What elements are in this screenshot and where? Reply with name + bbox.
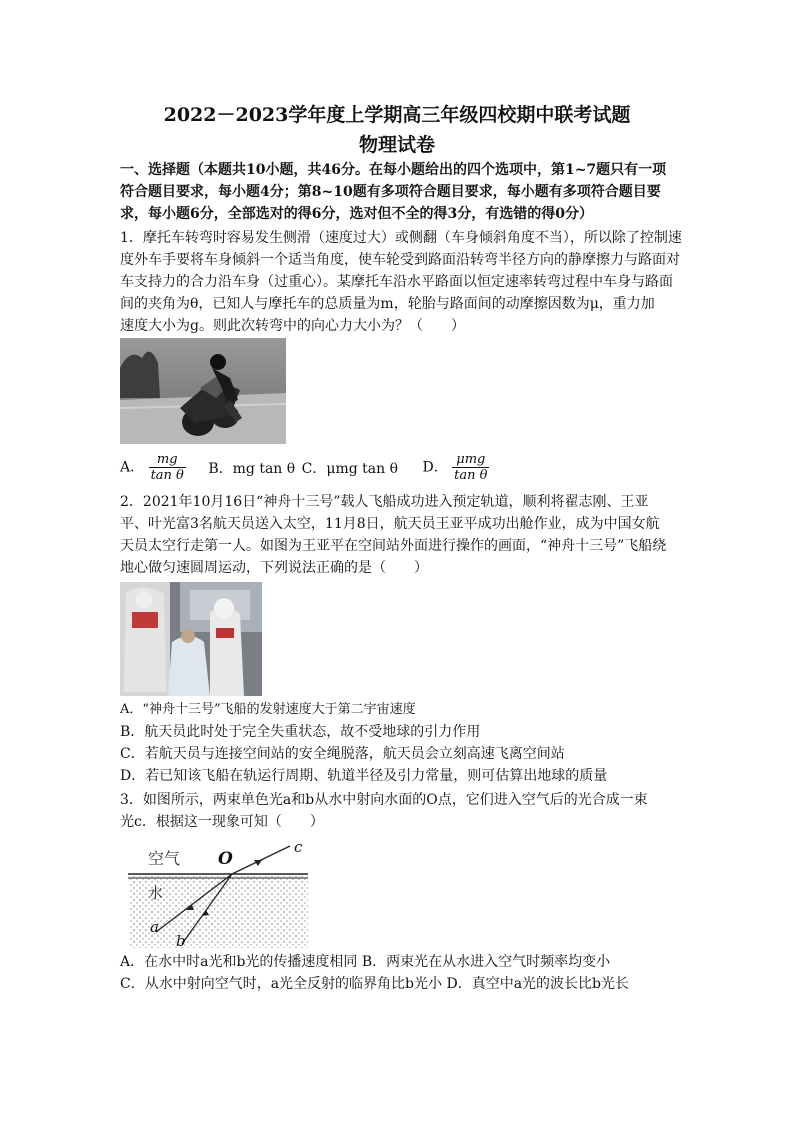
q1-option-b: B．mg tan θ — [208, 460, 296, 477]
section-instruction-line: 符合题目要求，每小题4分；第8~10题有多项符合题目要求，每小题有多项符合题目要 — [120, 184, 661, 200]
q1-option-d-label: D． — [422, 459, 448, 476]
q1-text-line: 车支持力的合力沿车身（过重心）。某摩托车沿水平路面以恒定速率转弯过程中车身与路面 — [120, 274, 673, 290]
exam-subtitle: 物理试卷 — [358, 134, 435, 156]
q1-text-line: 速度大小为g。则此次转弯中的向心力大小为？（ ） — [120, 318, 465, 334]
q1-option-d-fraction — [452, 452, 489, 483]
q1-text-line: 1．摩托车转弯时容易发生侧滑（速度过大）或侧翻（车身倾斜角度不当），所以除了控制速 — [120, 230, 682, 246]
q2-option-c: C．若航天员与连接空间站的安全绳脱落，航天员会立刻高速飞离空间站 — [120, 746, 565, 762]
q1-options — [120, 452, 489, 483]
q1-option-a-numerator: mg — [149, 452, 186, 468]
q2-option-a: A．“神舟十三号”飞船的发射速度大于第二宇宙速度 — [120, 702, 416, 717]
q2-text-line: 平、叶光富3名航天员送入太空，11月8日，航天员王亚平成功出舱作业，成为中国女航 — [120, 516, 660, 532]
q1-text-line: 间的夹角为θ，已知人与摩托车的总质量为m，轮胎与路面间的动摩擦因数为μ，重力加 — [120, 296, 655, 312]
q1-option-a-fraction — [149, 452, 186, 483]
q3-text-line: 3．如图所示，两束单色光a和b从水中射向水面的O点，它们进入空气后的光合成一束 — [120, 792, 648, 808]
section-instruction-line: 求，每小题6分，全部选对的得6分，选对但不全的得3分，有选错的得0分） — [120, 206, 593, 222]
q1-option-d-numerator: μmg — [452, 452, 489, 468]
q1-option-d-denominator: tan θ — [454, 468, 488, 483]
q2-option-b: B．航天员此时处于完全失重状态，故不受地球的引力作用 — [120, 724, 481, 740]
water-label: 水 — [148, 884, 164, 902]
q1-option-c: C．μmg tan θ — [301, 460, 399, 477]
astronaut-photo — [120, 582, 262, 696]
q3-options-line: A．在水中时a光和b光的传播速度相同 B．两束光在从水进入空气时频率均变小 — [120, 954, 611, 970]
q1-text-line: 度外车手要将车身倾斜一个适当角度，使车轮受到路面沿转弯半径方向的静摩擦力与路面对 — [120, 252, 680, 268]
q2-text-line: 天员太空行走第一人。如图为王亚平在空间站外面进行操作的画面，“神舟十三号”飞船绕 — [120, 538, 667, 554]
q3-options-line: C．从水中射向空气时，a光全反射的临界角比b光小 D．真空中a光的波长比b光长 — [120, 976, 630, 992]
q2-text-line: 地心做匀速圆周运动，下列说法正确的是（ ） — [120, 560, 428, 576]
exam-title: 2022－2023学年度上学期高三年级四校期中联考试题 — [163, 104, 631, 126]
q2-option-d: D．若已知该飞船在轨运行周期、轨道半径及引力常量，则可估算出地球的质量 — [120, 768, 608, 784]
point-o-label: O — [218, 849, 233, 869]
q1-option-a — [120, 452, 186, 483]
ray-c-label: c — [294, 838, 303, 856]
refraction-diagram — [120, 838, 310, 950]
q3-text-line: 光c．根据这一现象可知（ ） — [120, 814, 324, 830]
q1-option-d — [422, 452, 489, 483]
q1-option-a-denominator: tan θ — [150, 468, 184, 483]
motorcycle-photo — [120, 338, 286, 444]
ray-b-label: b — [176, 932, 186, 950]
q2-text-line: 2．2021年10月16日“神舟十三号”载人飞船成功进入预定轨道，顺利将翟志刚、王亚 — [120, 494, 649, 510]
section-instruction-line: 一、选择题（本题共10小题，共46分。在每小题给出的四个选项中，第1~7题只有一项 — [120, 162, 667, 178]
refraction-svg — [120, 838, 310, 950]
q1-option-a-label: A． — [120, 459, 145, 476]
air-label: 空气 — [148, 849, 181, 868]
ray-a-label: a — [150, 918, 159, 936]
